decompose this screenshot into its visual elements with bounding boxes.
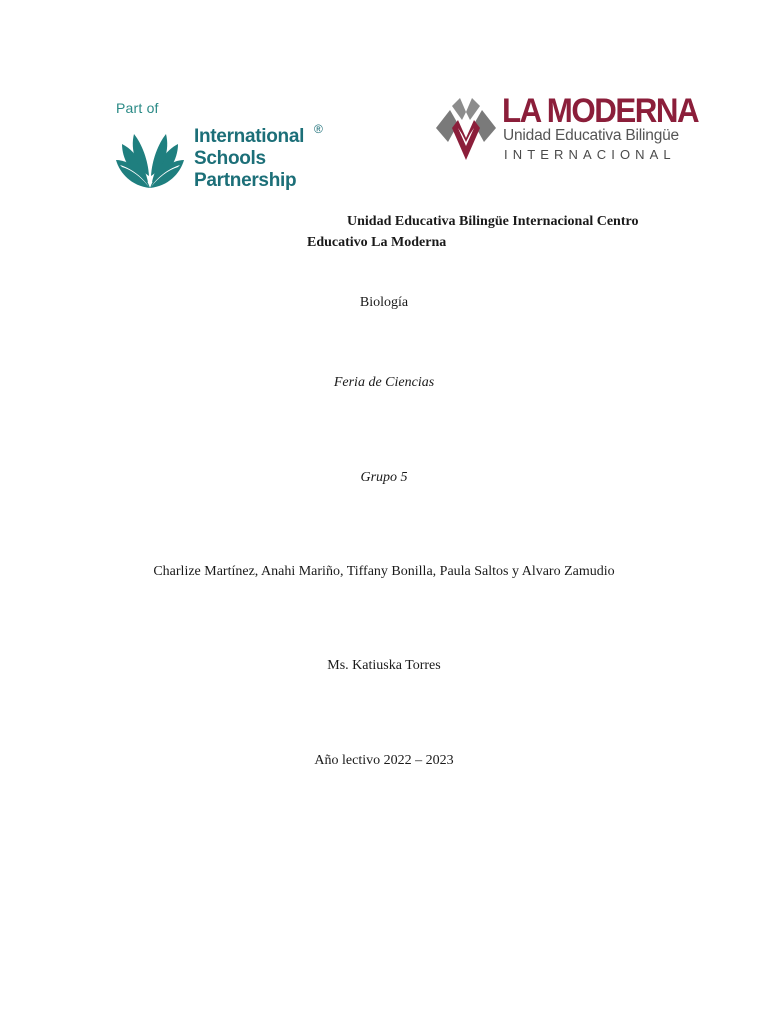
subject: Biología xyxy=(359,295,409,310)
isp-name-line3: Partnership xyxy=(194,170,297,191)
institution-line2: Educativo La Moderna xyxy=(307,235,447,250)
school-year: Año lectivo 2022 – 2023 xyxy=(314,753,454,768)
la-moderna-subtitle: Unidad Educativa Bilingüe xyxy=(503,127,679,144)
isp-name-line1: International xyxy=(194,126,305,147)
leaf-fan-icon xyxy=(114,130,186,190)
isp-registered-mark: ® xyxy=(314,122,323,136)
la-moderna-subtitle2: INTERNACIONAL xyxy=(504,147,676,162)
m-emblem-icon xyxy=(436,98,496,162)
event-title: Feria de Ciencias xyxy=(333,375,435,390)
isp-part-of-label: Part of xyxy=(116,100,159,116)
isp-name-line2: Schools xyxy=(194,148,266,169)
group-label: Grupo 5 xyxy=(360,470,408,485)
institution-line1: Unidad Educativa Bilingüe Internacional Centro xyxy=(347,214,639,229)
la-moderna-title: LA MODERNA xyxy=(502,92,699,130)
isp-name xyxy=(194,126,304,192)
teacher-name: Ms. Katiuska Torres xyxy=(327,658,441,673)
institution-heading xyxy=(307,211,707,253)
la-moderna-logo xyxy=(434,94,706,166)
members-list: Charlize Martínez, Anahi Mariño, Tiffany Bonilla, Paula Saltos y Alvaro Zamudio xyxy=(153,564,615,579)
isp-logo xyxy=(112,98,342,198)
